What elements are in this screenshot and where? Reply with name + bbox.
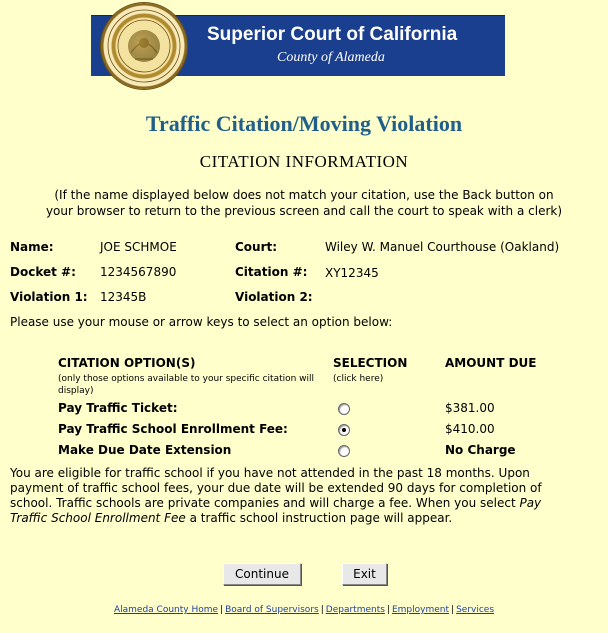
banner-title: Superior Court of California: [207, 24, 458, 45]
option-label: Pay Traffic Ticket:: [58, 401, 178, 415]
court-label: Court:: [235, 240, 278, 254]
footer-link-departments[interactable]: Departments: [325, 605, 385, 615]
footer-separator: |: [386, 605, 390, 615]
clerk-note-line-1: (If the name displayed below does not match your citation, use the Back button on: [54, 188, 554, 202]
col-header-selection-note: (click here): [333, 374, 384, 384]
footer-link-employment[interactable]: Employment: [391, 605, 450, 615]
docket-value: 1234567890: [100, 265, 177, 279]
traffic-school-info-text-end: a traffic school instruction page will appear.: [185, 511, 453, 525]
amount-due: $410.00: [445, 422, 495, 436]
col-header-options-note-line-1: (only those options available to your specific citation will: [58, 374, 315, 384]
amount-due: No Charge: [445, 443, 516, 457]
amount-due: $381.00: [445, 401, 495, 415]
continue-button[interactable]: Continue: [223, 563, 301, 585]
page-title: Traffic Citation/Moving Violation: [145, 111, 463, 136]
citation-value: XY12345: [325, 266, 379, 280]
footer-link-services[interactable]: Services: [456, 605, 495, 615]
footer-separator: |: [320, 605, 324, 615]
seal-center: [128, 30, 160, 62]
violation-1-label: Violation 1:: [10, 290, 88, 304]
docket-label: Docket #:: [10, 265, 76, 279]
name-value: JOE SCHMOE: [100, 240, 177, 254]
court-value: Wiley W. Manuel Courthouse (Oakland): [325, 240, 560, 254]
traffic-school-info: [10, 466, 580, 526]
col-header-options-note: [58, 373, 333, 397]
clerk-note: [30, 187, 578, 219]
footer-separator: |: [220, 605, 224, 615]
traffic-school-info-emphasis: Pay Traffic School Enrollment Fee: [10, 496, 542, 525]
footer-link-board[interactable]: Board of Supervisors: [225, 605, 319, 615]
traffic-school-info-text: You are eligible for traffic school if you have not attended in the past 18 months. Upon payment of traffic school fees, your due date will be extended 90 days for completion of school. Traffic schools are private companies and will charge a fee. When you select: [10, 466, 542, 510]
court-seal-logo: [101, 3, 187, 89]
footer-separator: |: [451, 605, 455, 615]
exit-button[interactable]: Exit: [342, 563, 387, 585]
section-title: CITATION INFORMATION: [199, 152, 409, 171]
name-label: Name:: [10, 240, 54, 254]
extension-radio[interactable]: [338, 445, 350, 457]
footer-link-county-home[interactable]: Alameda County Home: [113, 605, 219, 615]
option-label: Pay Traffic School Enrollment Fee:: [58, 422, 288, 436]
col-header-amount: AMOUNT DUE: [445, 356, 537, 370]
banner-subtitle: County of Alameda: [277, 50, 385, 65]
col-header-options-note-line-2: display): [58, 386, 94, 396]
clerk-note-line-2: your browser to return to the previous screen and call the court to speak with a clerk): [45, 204, 563, 218]
pay-ticket-radio[interactable]: [338, 403, 350, 415]
selection-instruction: Please use your mouse or arrow keys to select an option below:: [10, 315, 393, 329]
col-header-options: CITATION OPTION(S): [58, 356, 196, 370]
option-label: Make Due Date Extension: [58, 443, 232, 457]
citation-label: Citation #:: [235, 265, 308, 279]
footer-nav: [0, 605, 608, 615]
violation-2-label: Violation 2:: [235, 290, 313, 304]
col-header-selection: SELECTION: [333, 356, 408, 370]
violation-1-value: 12345B: [100, 290, 147, 304]
traffic-school-radio[interactable]: [338, 424, 350, 436]
